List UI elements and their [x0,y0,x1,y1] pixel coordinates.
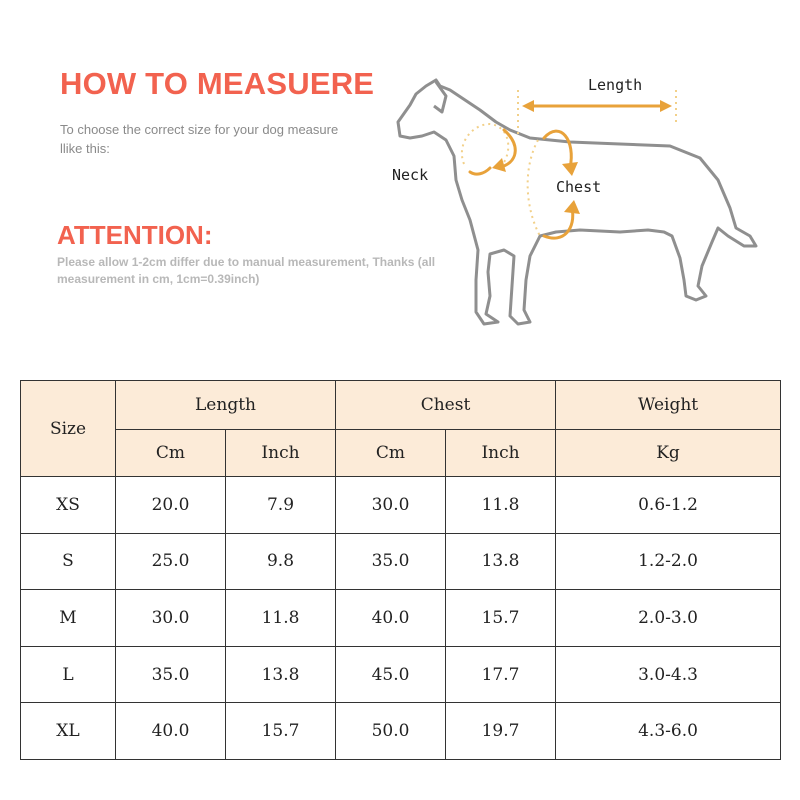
chest-header: Chest [336,381,556,430]
length-inch-cell: 9.8 [226,533,336,590]
unit-header: Cm [116,429,226,477]
size-cell: M [21,590,116,647]
weight-kg-cell: 3.0-4.3 [556,646,781,703]
table-row [21,533,781,590]
chest-cm-cell: 35.0 [336,533,446,590]
table-row [21,477,781,534]
chest-cm-cell: 40.0 [336,590,446,647]
size-chart-table [20,380,781,760]
chest-guide-line [528,140,540,236]
neck-label: Neck [392,166,429,184]
length-arrow-head-left [522,100,534,112]
length-inch-cell: 7.9 [226,477,336,534]
chest-arrow-head-upper [562,162,578,176]
chest-inch-cell: 19.7 [446,703,556,760]
attention-heading: ATTENTION: [57,220,213,250]
length-cm-cell: 40.0 [116,703,226,760]
chest-inch-cell: 11.8 [446,477,556,534]
attention-note: Please allow 1-2cm differ due to manual measurement, Thanks (all measurement in cm, 1cm=0.39inch) [57,255,436,286]
table-row [21,646,781,703]
weight-header: Weight [556,381,781,430]
chest-arrow-upper [544,131,571,168]
table-row [21,703,781,760]
length-cm-cell: 30.0 [116,590,226,647]
chest-cm-cell: 30.0 [336,477,446,534]
length-cm-cell: 35.0 [116,646,226,703]
length-inch-cell: 15.7 [226,703,336,760]
length-cm-cell: 25.0 [116,533,226,590]
size-header: Size [21,381,116,477]
size-cell: S [21,533,116,590]
page-title: HOW TO MEASUERE [60,66,375,101]
chest-inch-cell: 13.8 [446,533,556,590]
length-inch-cell: 13.8 [226,646,336,703]
chest-cm-cell: 45.0 [336,646,446,703]
weight-kg-cell: 1.2-2.0 [556,533,781,590]
dog-measurement-diagram [380,60,800,360]
chest-inch-cell: 17.7 [446,646,556,703]
neck-arrow-lower [470,168,490,174]
dog-outline [398,80,756,324]
table-row [21,590,781,647]
length-label: Length [588,76,643,94]
weight-kg-cell: 0.6-1.2 [556,477,781,534]
unit-header: Inch [446,429,556,477]
unit-header: Kg [556,429,781,477]
table-unit-row [21,429,781,477]
length-arrow-head-right [660,100,672,112]
length-header: Length [116,381,336,430]
neck-arrow-head [492,158,506,172]
size-cell: XS [21,477,116,534]
size-cell: XL [21,703,116,760]
neck-arrow [504,130,515,166]
chest-cm-cell: 50.0 [336,703,446,760]
chest-inch-cell: 15.7 [446,590,556,647]
length-inch-cell: 11.8 [226,590,336,647]
instruction-text: To choose the correct size for your dog measure llike this: [60,122,339,156]
table-header-row [21,381,781,430]
size-cell: L [21,646,116,703]
unit-header: Inch [226,429,336,477]
unit-header: Cm [336,429,446,477]
weight-kg-cell: 4.3-6.0 [556,703,781,760]
weight-kg-cell: 2.0-3.0 [556,590,781,647]
chest-label: Chest [556,178,602,196]
chest-arrow-head-lower [564,200,580,214]
length-cm-cell: 20.0 [116,477,226,534]
